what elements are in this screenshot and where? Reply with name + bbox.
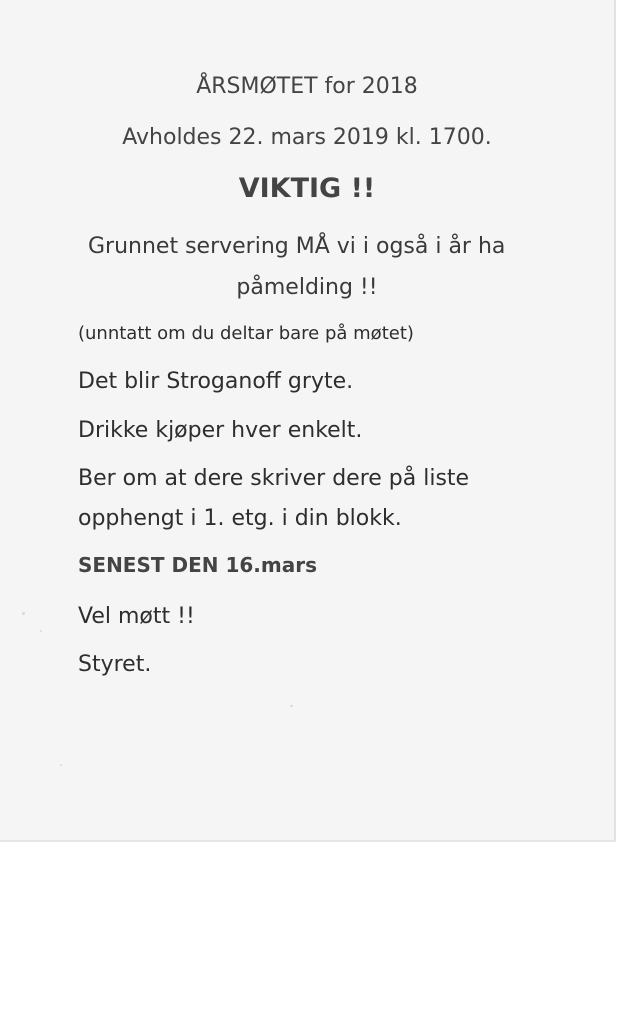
signature-line: Styret. (78, 652, 152, 677)
menu-line: Det blir Stroganoff gryte. (78, 369, 354, 394)
exception-note: (unntatt om du deltar bare på møtet) (78, 323, 414, 344)
signup-line-1: Ber om at dere skriver dere på liste (78, 466, 470, 491)
greeting-line: Vel møtt !! (78, 604, 195, 629)
scan-speck (22, 612, 25, 615)
reason-line-1: Grunnet servering MÅ vi i også i år ha (88, 234, 506, 259)
signup-line-2: opphengt i 1. etg. i din blokk. (78, 506, 402, 531)
scan-speck (290, 705, 293, 707)
scan-speck (40, 630, 42, 632)
important-headline: VIKTIG !! (238, 173, 376, 204)
reason-line-2: påmelding !! (236, 275, 378, 300)
scan-speck (60, 764, 62, 766)
drinks-line: Drikke kjøper hver enkelt. (78, 418, 363, 443)
notice-title: ÅRSMØTET for 2018 (196, 74, 418, 99)
deadline-line: SENEST DEN 16.mars (78, 553, 317, 577)
meeting-date-line: Avholdes 22. mars 2019 kl. 1700. (122, 125, 492, 150)
